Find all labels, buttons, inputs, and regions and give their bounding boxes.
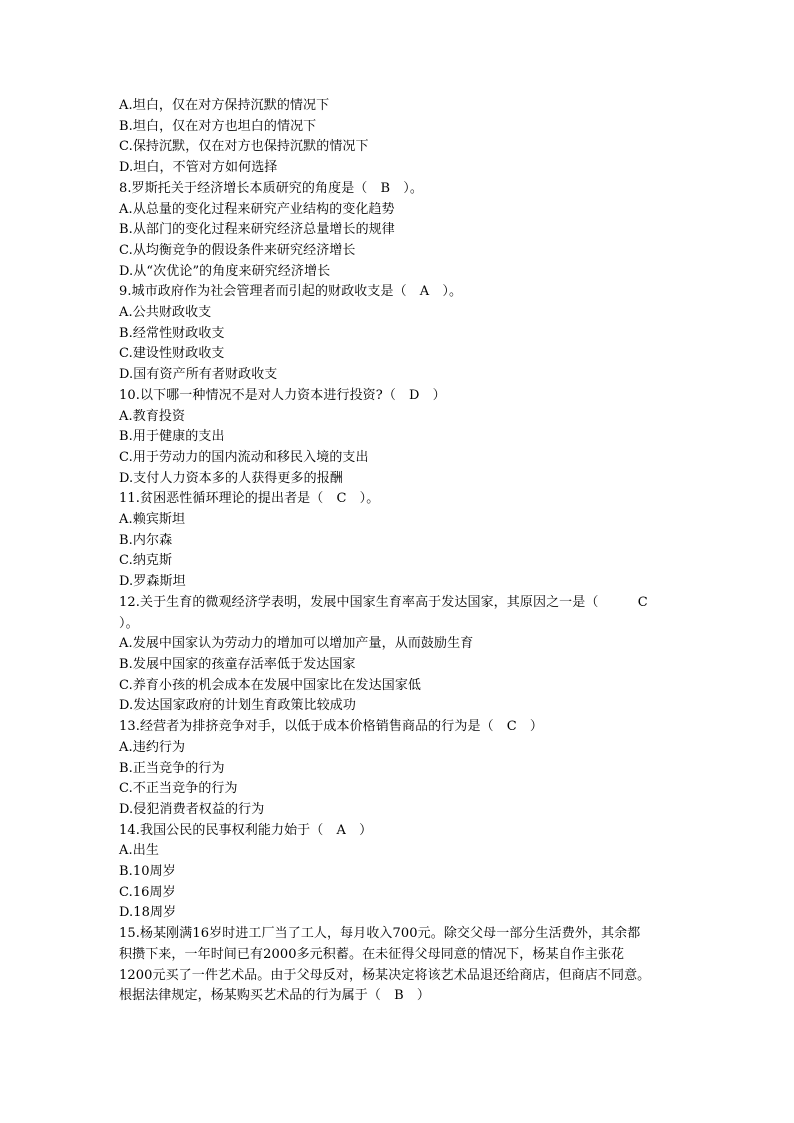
question-9-option-a: A.公共财政收支 <box>119 305 212 321</box>
question-15-line-3: 1200元买了一件艺术品。由于父母反对，杨某决定将该艺术品退还给商店，但商店不同意。 <box>119 967 651 983</box>
question-9-option-d: D.国有资产所有者财政收支 <box>119 367 278 383</box>
question-10-stem: 10.以下哪一种情况不是对人力资本进行投资?（ D ） <box>119 387 446 403</box>
question-15-line-1: 15.杨某刚满16岁时进工厂当了工人，每月收入700元。除交父母一部分生活费外，其余都 <box>119 926 641 942</box>
question-8-option-b: B.从部门的变化过程来研究经济总量增长的规律 <box>119 222 395 238</box>
question-10-option-c: C.用于劳动力的国内流动和移民入境的支出 <box>119 449 369 465</box>
question-8-option-c: C.从均衡竞争的假设条件来研究经济增长 <box>119 242 356 258</box>
question-11-stem: 11.贫困恶性循环理论的提出者是（ C ）。 <box>119 491 380 507</box>
question-9-option-c: C.建设性财政收支 <box>119 346 225 362</box>
question-13-option-a: A.违约行为 <box>119 739 186 755</box>
question-12-option-b: B.发展中国家的孩童存活率低于发达国家 <box>119 656 356 672</box>
question-11-option-d: D.罗森斯坦 <box>119 574 186 590</box>
question-12-option-a: A.发展中国家认为劳动力的增加可以增加产量，从而鼓励生育 <box>119 636 474 652</box>
question-15-line-2: 积攒下来，一年时间已有2000多元积蓄。在未征得父母同意的情况下，杨某自作主张花 <box>119 946 625 962</box>
question-14-option-a: A.出生 <box>119 843 159 859</box>
question-8-option-d: D.从“次优论”的角度来研究经济增长 <box>119 263 331 279</box>
question-13-option-b: B.正当竞争的行为 <box>119 760 225 776</box>
question-8-option-a: A.从总量的变化过程来研究产业结构的变化趋势 <box>119 201 395 217</box>
question-12-stem-continued: ）。 <box>119 615 139 631</box>
question-12-stem: 12.关于生育的微观经济学表明，发展中国家生育率高于发达国家，其原因之一是（ C <box>119 594 648 610</box>
question-13-stem: 13.经营者为排挤竞争对手，以低于成本价格销售商品的行为是（ C ） <box>119 719 544 735</box>
question-12-option-d: D.发达国家政府的计划生育政策比较成功 <box>119 698 356 714</box>
question-13-option-c: C.不正当竞争的行为 <box>119 781 238 797</box>
question-10-option-d: D.支付人力资本多的人获得更多的报酬 <box>119 470 343 486</box>
question-9-stem: 9.城市政府作为社会管理者而引起的财政收支是（ A ）。 <box>119 284 463 300</box>
question-13-option-d: D.侵犯消费者权益的行为 <box>119 801 265 817</box>
question-7-option-c: C.保持沉默，仅在对方也保持沉默的情况下 <box>119 139 369 155</box>
question-11-option-b: B.内尔森 <box>119 532 173 548</box>
question-14-option-b: B.10周岁 <box>119 864 176 880</box>
question-7-option-d: D.坦白，不管对方如何选择 <box>119 160 278 176</box>
question-12-option-c: C.养育小孩的机会成本在发展中国家比在发达国家低 <box>119 677 422 693</box>
question-15-line-4: 根据法律规定，杨某购买艺术品的行为属于（ B ） <box>119 988 430 1004</box>
question-14-option-c: C.16周岁 <box>119 884 176 900</box>
question-15-stem <box>119 924 684 1007</box>
question-11-option-c: C.纳克斯 <box>119 553 173 569</box>
question-11-option-a: A.赖宾斯坦 <box>119 512 186 528</box>
question-10-option-a: A.教育投资 <box>119 408 186 424</box>
question-9-option-b: B.经常性财政收支 <box>119 325 225 341</box>
question-10-option-b: B.用于健康的支出 <box>119 429 225 445</box>
question-7-option-b: B.坦白，仅在对方也坦白的情况下 <box>119 118 317 134</box>
question-14-option-d: D.18周岁 <box>119 905 177 921</box>
question-8-stem: 8.罗斯托关于经济增长本质研究的角度是（ B ）。 <box>119 180 423 196</box>
question-14-stem: 14.我国公民的民事权利能力始于（ A ） <box>119 822 373 838</box>
document-page <box>119 96 684 1007</box>
question-7-option-a: A.坦白，仅在对方保持沉默的情况下 <box>119 98 330 113</box>
